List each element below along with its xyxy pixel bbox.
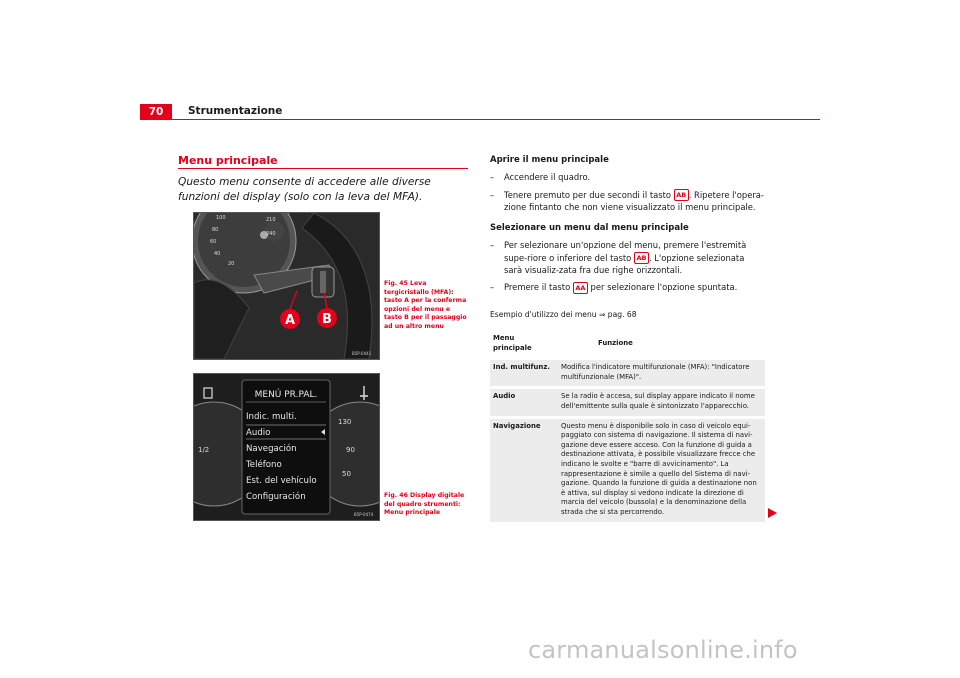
- dash: –: [490, 172, 495, 183]
- figure-45-caption: Fig. 45 Leva tergicristallo (MFA): tasto A per la conferma opzioni del menu e tasto B per il passaggio ad un altro menu: [384, 280, 467, 330]
- table-cell: Audio: [490, 388, 558, 417]
- section-divider: [178, 168, 468, 169]
- speed-tick-label: 80: [212, 227, 219, 233]
- table-cell: Se la radio è accesa, sul display appare indicato il nome dell'emittente sulla quale è sintonizzato l'apparecchio.: [558, 388, 765, 417]
- display-menu-item-selected: Audio: [246, 428, 271, 438]
- header-divider: [172, 119, 820, 120]
- table-row: [490, 388, 765, 417]
- page-number: 70: [140, 104, 172, 120]
- table-cell: Ind. multifunz.: [490, 359, 558, 388]
- key-a-icon: AA: [573, 282, 588, 294]
- example-reference-link[interactable]: Esempio d'utilizzo dei menu ⇒ pag. 68: [490, 310, 637, 319]
- display-menu-title: MENÚ PR.PAL.: [254, 390, 318, 400]
- section-intro: Questo menu consente di accedere alle diverse funzioni del display (solo con la leva del MFA).: [178, 176, 431, 203]
- step-text: Per selezionare un'opzione del menu, premere l'estremità supe-riore o inferiore del tasto: [504, 240, 747, 263]
- figure-code: B5P-0441: [352, 351, 372, 356]
- table-cell: Navigazione: [490, 417, 558, 521]
- temp-130-label: 130: [338, 418, 352, 426]
- continue-arrow-icon: [768, 508, 777, 518]
- step: [490, 171, 765, 183]
- column-header: Menu principale: [490, 330, 558, 359]
- dash: –: [490, 282, 495, 293]
- step: [490, 189, 765, 214]
- section-title: Menu principale: [178, 154, 278, 167]
- display-menu-item: Teléfono: [246, 460, 282, 470]
- speed-tick-label: 100: [216, 215, 226, 221]
- watermark: carmanualsonline.info: [528, 636, 798, 664]
- figure-display-menu: [193, 373, 380, 521]
- dash: –: [490, 189, 495, 200]
- step-text: Accendere il quadro.: [504, 172, 591, 183]
- display-menu-item: Est. del vehículo: [246, 476, 317, 486]
- step: [490, 281, 765, 294]
- step-text: per selezionare l'opzione spuntata.: [590, 282, 738, 293]
- menu-function-table: [490, 330, 765, 522]
- dash: –: [490, 240, 495, 251]
- select-menu-heading: Selezionare un menu dal menu principale: [490, 222, 689, 233]
- label-b: B: [322, 312, 332, 327]
- column-header: Funzione: [558, 330, 765, 359]
- display-menu-item: Indic. multi.: [246, 412, 297, 422]
- step-text: Premere il tasto: [504, 282, 571, 293]
- temp-50-label: 50: [342, 470, 351, 478]
- step: [490, 239, 765, 276]
- step-text: Tenere premuto per due secondi il tasto: [504, 189, 672, 200]
- table-row: [490, 417, 765, 521]
- temp-90-label: 90: [346, 446, 355, 454]
- speed-tick-label: 240: [266, 231, 276, 237]
- chapter-title: Strumentazione: [188, 105, 283, 117]
- key-b-icon: AB: [674, 189, 689, 201]
- table-row: [490, 359, 765, 388]
- open-menu-instructions: [490, 154, 765, 294]
- display-menu-item: Navegación: [246, 444, 297, 454]
- label-a: A: [284, 313, 296, 328]
- table-header-row: [490, 330, 765, 359]
- table-cell: Questo menu è disponibile solo in caso di veicolo equi-paggiato con sistema di navigazione. Il sistema di navi-gazione deve essere acceso. Con la funzione di guida a destinazione attivata, è possibile visualizzare frecce che indicano le svolte e "barre di avvicinamento". La rappresentazione è simile a quello del Sistema di navi-gazione. Quando la funzione di guida a destinazione non è attiva, sul display si vedono indicate la direzione di marcia del veicolo (bussola) e la denominazione della strada che si sta percorrendo.: [558, 417, 765, 521]
- figure-wiper-lever: [193, 212, 380, 360]
- open-menu-heading: Aprire il menu principale: [490, 155, 609, 165]
- step-text: . L'opzione selezionata sarà visualiz-zata fra due righe orizzontali.: [504, 252, 745, 276]
- key-b-icon: AB: [634, 252, 649, 264]
- figure-46-caption: Fig. 46 Display digitale del quadro strumenti: Menu principale: [384, 492, 465, 516]
- speed-tick-label: 40: [214, 251, 221, 257]
- figure-code: B5P-0474: [354, 512, 374, 517]
- speed-tick-label: 210: [266, 217, 276, 223]
- speed-tick-label: 20: [228, 261, 235, 267]
- table-cell: Modifica l'indicatore multifunzionale (MFA): "Indicatore multifunzionale (MFA)".: [558, 359, 765, 388]
- speed-tick-label: 60: [210, 239, 217, 245]
- display-menu-item: Configuración: [246, 492, 306, 502]
- step-text: . Ripetere l'opera-zione fintanto che non viene visualizzato il menu principale.: [504, 189, 764, 213]
- fuel-half-label: 1/2: [198, 446, 210, 454]
